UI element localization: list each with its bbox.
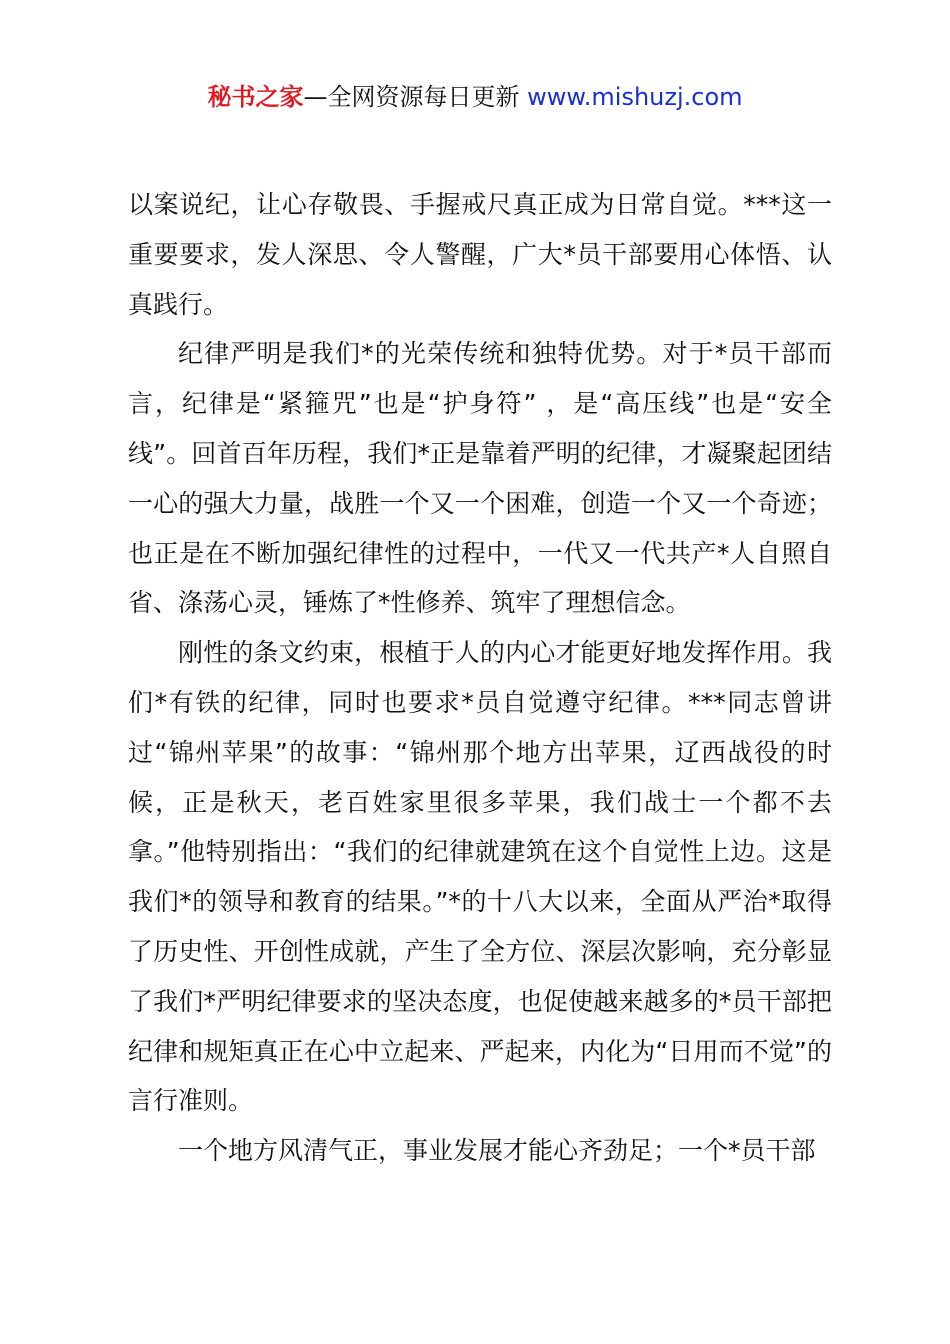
paragraph-3: 刚性的条文约束，根植于人的内心才能更好地发挥作用。我们*有铁的纪律，同时也要求*员自觉遵守纪律。***同志曾讲过“锦州苹果”的故事：“锦州那个地方出苹果，辽西战役的时候，正是秋天，老百姓家里很多苹果，我们战士一个都不去拿。”他特别指出：“我们的纪律就建筑在这个自觉性上边。这是我们*的领导和教育的结果。”*的十八大以来，全面从严治*取得了历史性、开创性成就，产生了全方位、深层次影响，充分彰显了我们*严明纪律要求的坚决态度，也促使越来越多的*员干部把纪律和规矩真正在心中立起来、严起来，内化为“日用而不觉”的言行准则。 (128, 638, 832, 1116)
site-url-link[interactable]: www.mishuzj.com (527, 83, 743, 111)
paragraph-2: 纪律严明是我们*的光荣传统和独特优势。对于*员干部而言，纪律是“紧箍咒”也是“护身符” ，是“高压线”也是“安全线”。回首百年历程，我们*正是靠着严明的纪律，才凝聚起团结一心的强大力量，战胜一个又一个困难，创造一个又一个奇迹；也正是在不断加强纪律性的过程中，一代又一代共产*人自照自省、涤荡心灵，锤炼了*性修养、筑牢了理想信念。 (128, 339, 832, 618)
paragraph-1: 以案说纪，让心存敬畏、手握戒尺真正成为日常自觉。***这一重要要求，发人深思、令人警醒，广大*员干部要用心体悟、认真践行。 (128, 190, 832, 319)
page-header (0, 80, 950, 114)
site-tagline: —全网资源每日更新 (303, 83, 528, 111)
paragraph-4: 一个地方风清气正，事业发展才能心齐劲足；一个*员干部 (178, 1136, 816, 1166)
document-body (128, 180, 832, 1176)
site-brand: 秘书之家 (207, 83, 304, 111)
